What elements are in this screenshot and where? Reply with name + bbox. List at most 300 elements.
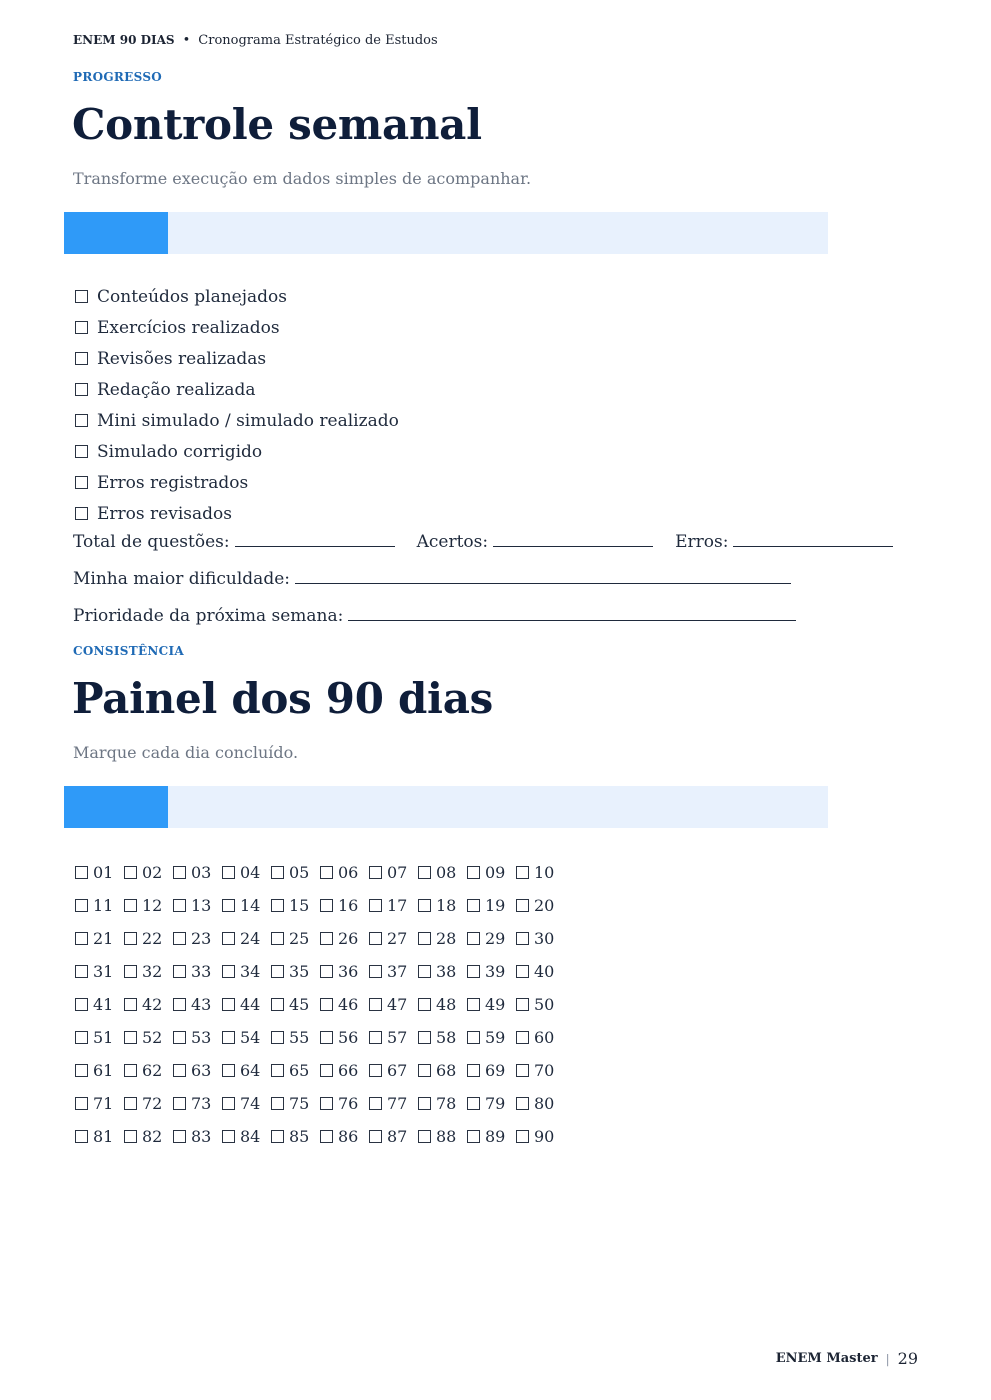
day-checkbox[interactable] xyxy=(516,1130,529,1143)
day-cell[interactable] xyxy=(271,1061,320,1080)
day-number: 79 xyxy=(485,1094,506,1113)
day-checkbox[interactable] xyxy=(222,1031,235,1044)
day-checkbox[interactable] xyxy=(467,1097,480,1110)
day-number: 68 xyxy=(436,1061,457,1080)
day-checkbox[interactable] xyxy=(222,965,235,978)
day-checkbox[interactable] xyxy=(173,1031,186,1044)
day-number: 52 xyxy=(142,1028,163,1047)
difficulty-field-row xyxy=(73,569,791,589)
day-number: 39 xyxy=(485,962,506,981)
day-cell[interactable] xyxy=(467,1094,516,1113)
day-cell[interactable] xyxy=(222,1127,271,1146)
day-cell[interactable] xyxy=(467,1028,516,1047)
day-checkbox[interactable] xyxy=(418,866,431,879)
day-checkbox[interactable] xyxy=(222,998,235,1011)
checklist-item[interactable] xyxy=(75,498,399,529)
day-cell[interactable] xyxy=(222,962,271,981)
day-cell[interactable] xyxy=(516,962,565,981)
day-checkbox[interactable] xyxy=(467,1130,480,1143)
day-cell[interactable] xyxy=(124,1127,173,1146)
day-number: 48 xyxy=(436,995,457,1014)
day-number: 67 xyxy=(387,1061,408,1080)
day-cell[interactable] xyxy=(369,896,418,915)
day-cell[interactable] xyxy=(75,929,124,948)
header-brand: ENEM 90 DIAS xyxy=(73,33,175,47)
section2-progress-bar xyxy=(64,786,828,828)
day-checkbox[interactable] xyxy=(124,1130,137,1143)
day-number: 56 xyxy=(338,1028,359,1047)
day-number: 62 xyxy=(142,1061,163,1080)
day-number: 46 xyxy=(338,995,359,1014)
day-checkbox[interactable] xyxy=(516,899,529,912)
day-number: 05 xyxy=(289,863,310,882)
day-cell[interactable] xyxy=(271,1028,320,1047)
day-cell[interactable] xyxy=(418,1061,467,1080)
day-cell[interactable] xyxy=(173,896,222,915)
day-cell[interactable] xyxy=(173,1094,222,1113)
day-checkbox[interactable] xyxy=(467,965,480,978)
day-checkbox[interactable] xyxy=(173,998,186,1011)
day-checkbox[interactable] xyxy=(467,866,480,879)
day-number: 16 xyxy=(338,896,359,915)
day-checkbox[interactable] xyxy=(75,1097,88,1110)
day-number: 85 xyxy=(289,1127,310,1146)
day-checkbox[interactable] xyxy=(516,1097,529,1110)
checkbox[interactable] xyxy=(75,321,88,334)
day-number: 53 xyxy=(191,1028,212,1047)
day-cell[interactable] xyxy=(222,1061,271,1080)
day-cell[interactable] xyxy=(320,962,369,981)
day-cell[interactable] xyxy=(173,929,222,948)
day-cell[interactable] xyxy=(320,929,369,948)
day-checkbox[interactable] xyxy=(173,1097,186,1110)
day-checkbox[interactable] xyxy=(124,866,137,879)
day-number: 51 xyxy=(93,1028,114,1047)
section2-progress-fill xyxy=(64,786,168,828)
day-cell[interactable] xyxy=(369,995,418,1014)
day-cell[interactable] xyxy=(173,1127,222,1146)
day-cell[interactable] xyxy=(271,863,320,882)
day-checkbox[interactable] xyxy=(75,1031,88,1044)
days-row xyxy=(75,1087,565,1120)
checklist-item[interactable] xyxy=(75,436,399,467)
day-cell[interactable] xyxy=(369,1028,418,1047)
day-cell[interactable] xyxy=(75,962,124,981)
day-number: 66 xyxy=(338,1061,359,1080)
day-checkbox[interactable] xyxy=(222,866,235,879)
difficulty-label: Minha maior dificuldade: xyxy=(73,569,290,589)
day-number: 60 xyxy=(534,1028,555,1047)
day-cell[interactable] xyxy=(124,1028,173,1047)
section1-kicker: PROGRESSO xyxy=(73,70,163,84)
day-checkbox[interactable] xyxy=(222,1130,235,1143)
day-checkbox[interactable] xyxy=(467,1031,480,1044)
day-checkbox[interactable] xyxy=(173,1130,186,1143)
days-grid xyxy=(75,856,565,1153)
acertos-blank[interactable] xyxy=(493,532,653,547)
day-checkbox[interactable] xyxy=(173,965,186,978)
day-checkbox[interactable] xyxy=(124,932,137,945)
day-number: 89 xyxy=(485,1127,506,1146)
day-checkbox[interactable] xyxy=(320,1064,333,1077)
day-checkbox[interactable] xyxy=(320,899,333,912)
day-cell[interactable] xyxy=(75,1028,124,1047)
day-cell[interactable] xyxy=(124,995,173,1014)
day-number: 69 xyxy=(485,1061,506,1080)
day-number: 70 xyxy=(534,1061,555,1080)
day-checkbox[interactable] xyxy=(369,1097,382,1110)
day-cell[interactable] xyxy=(124,929,173,948)
day-number: 59 xyxy=(485,1028,506,1047)
checklist-item[interactable] xyxy=(75,343,399,374)
day-number: 21 xyxy=(93,929,114,948)
day-cell[interactable] xyxy=(418,962,467,981)
day-checkbox[interactable] xyxy=(369,1031,382,1044)
checkbox[interactable] xyxy=(75,352,88,365)
checkbox[interactable] xyxy=(75,383,88,396)
day-checkbox[interactable] xyxy=(222,899,235,912)
day-cell[interactable] xyxy=(467,863,516,882)
day-cell[interactable] xyxy=(271,1127,320,1146)
day-number: 58 xyxy=(436,1028,457,1047)
day-number: 20 xyxy=(534,896,555,915)
day-checkbox[interactable] xyxy=(271,1130,284,1143)
day-checkbox[interactable] xyxy=(271,932,284,945)
days-row xyxy=(75,1021,565,1054)
day-checkbox[interactable] xyxy=(516,998,529,1011)
day-checkbox[interactable] xyxy=(75,899,88,912)
checklist-item-label: Exercícios realizados xyxy=(97,317,280,338)
day-checkbox[interactable] xyxy=(271,965,284,978)
day-checkbox[interactable] xyxy=(418,1097,431,1110)
day-checkbox[interactable] xyxy=(124,1031,137,1044)
questions-fields-row xyxy=(73,532,893,552)
checkbox[interactable] xyxy=(75,445,88,458)
day-cell[interactable] xyxy=(418,929,467,948)
day-cell[interactable] xyxy=(271,962,320,981)
day-number: 64 xyxy=(240,1061,261,1080)
day-number: 47 xyxy=(387,995,408,1014)
day-checkbox[interactable] xyxy=(369,998,382,1011)
day-cell[interactable] xyxy=(467,1127,516,1146)
day-number: 74 xyxy=(240,1094,261,1113)
day-checkbox[interactable] xyxy=(418,932,431,945)
day-cell[interactable] xyxy=(320,1028,369,1047)
day-cell[interactable] xyxy=(467,962,516,981)
day-number: 78 xyxy=(436,1094,457,1113)
day-number: 06 xyxy=(338,863,359,882)
day-checkbox[interactable] xyxy=(75,932,88,945)
day-cell[interactable] xyxy=(75,863,124,882)
erros-blank[interactable] xyxy=(733,532,893,547)
day-number: 61 xyxy=(93,1061,114,1080)
day-checkbox[interactable] xyxy=(320,965,333,978)
day-checkbox[interactable] xyxy=(320,1031,333,1044)
page-number: 29 xyxy=(897,1349,918,1368)
day-cell[interactable] xyxy=(516,995,565,1014)
day-cell[interactable] xyxy=(271,929,320,948)
day-cell[interactable] xyxy=(124,1061,173,1080)
day-number: 75 xyxy=(289,1094,310,1113)
day-cell[interactable] xyxy=(75,995,124,1014)
day-cell[interactable] xyxy=(124,863,173,882)
day-cell[interactable] xyxy=(418,995,467,1014)
day-checkbox[interactable] xyxy=(75,965,88,978)
days-row xyxy=(75,1120,565,1153)
day-checkbox[interactable] xyxy=(418,1031,431,1044)
day-checkbox[interactable] xyxy=(320,998,333,1011)
day-cell[interactable] xyxy=(124,896,173,915)
day-checkbox[interactable] xyxy=(271,1097,284,1110)
day-cell[interactable] xyxy=(320,1127,369,1146)
day-cell[interactable] xyxy=(271,1094,320,1113)
day-checkbox[interactable] xyxy=(271,866,284,879)
day-checkbox[interactable] xyxy=(173,866,186,879)
day-cell[interactable] xyxy=(222,1094,271,1113)
header-subtitle: Cronograma Estratégico de Estudos xyxy=(198,33,438,48)
day-checkbox[interactable] xyxy=(320,1097,333,1110)
checklist-item[interactable] xyxy=(75,405,399,436)
day-checkbox[interactable] xyxy=(173,1064,186,1077)
day-cell[interactable] xyxy=(320,995,369,1014)
day-checkbox[interactable] xyxy=(467,899,480,912)
day-checkbox[interactable] xyxy=(369,1064,382,1077)
day-cell[interactable] xyxy=(173,1028,222,1047)
day-checkbox[interactable] xyxy=(75,866,88,879)
day-cell[interactable] xyxy=(75,896,124,915)
day-checkbox[interactable] xyxy=(467,1064,480,1077)
day-cell[interactable] xyxy=(320,863,369,882)
day-checkbox[interactable] xyxy=(222,932,235,945)
checklist-item-label: Mini simulado / simulado realizado xyxy=(97,410,399,431)
section1-subtitle: Transforme execução em dados simples de acompanhar. xyxy=(73,169,532,188)
day-checkbox[interactable] xyxy=(271,1064,284,1077)
day-cell[interactable] xyxy=(173,995,222,1014)
day-number: 73 xyxy=(191,1094,212,1113)
day-checkbox[interactable] xyxy=(418,998,431,1011)
day-checkbox[interactable] xyxy=(418,1130,431,1143)
day-number: 88 xyxy=(436,1127,457,1146)
day-number: 80 xyxy=(534,1094,555,1113)
day-checkbox[interactable] xyxy=(467,998,480,1011)
day-checkbox[interactable] xyxy=(369,1130,382,1143)
day-number: 77 xyxy=(387,1094,408,1113)
day-cell[interactable] xyxy=(75,1094,124,1113)
day-checkbox[interactable] xyxy=(173,932,186,945)
day-cell[interactable] xyxy=(124,1094,173,1113)
day-cell[interactable] xyxy=(369,929,418,948)
checklist-item-label: Conteúdos planejados xyxy=(97,286,287,307)
checklist-item-label: Revisões realizadas xyxy=(97,348,267,369)
day-number: 40 xyxy=(534,962,555,981)
day-cell[interactable] xyxy=(516,1127,565,1146)
erros-label: Erros: xyxy=(675,532,729,552)
checklist-item-label: Erros revisados xyxy=(97,503,232,524)
day-checkbox[interactable] xyxy=(418,1064,431,1077)
total-questions-blank[interactable] xyxy=(235,532,395,547)
day-cell[interactable] xyxy=(173,863,222,882)
checklist-item[interactable] xyxy=(75,281,399,312)
day-checkbox[interactable] xyxy=(320,866,333,879)
day-cell[interactable] xyxy=(467,1061,516,1080)
day-cell[interactable] xyxy=(516,929,565,948)
day-cell[interactable] xyxy=(418,1028,467,1047)
day-number: 18 xyxy=(436,896,457,915)
day-checkbox[interactable] xyxy=(271,1031,284,1044)
day-cell[interactable] xyxy=(516,896,565,915)
day-number: 15 xyxy=(289,896,310,915)
day-number: 41 xyxy=(93,995,114,1014)
section2-subtitle: Marque cada dia concluído. xyxy=(73,743,299,762)
day-checkbox[interactable] xyxy=(516,932,529,945)
day-number: 27 xyxy=(387,929,408,948)
day-checkbox[interactable] xyxy=(124,899,137,912)
checkbox[interactable] xyxy=(75,476,88,489)
day-cell[interactable] xyxy=(320,896,369,915)
checklist-item-label: Redação realizada xyxy=(97,379,256,400)
section2-title: Painel dos 90 dias xyxy=(72,674,493,723)
day-cell[interactable] xyxy=(222,995,271,1014)
day-number: 63 xyxy=(191,1061,212,1080)
day-number: 43 xyxy=(191,995,212,1014)
day-cell[interactable] xyxy=(418,896,467,915)
day-cell[interactable] xyxy=(173,1061,222,1080)
day-cell[interactable] xyxy=(369,1127,418,1146)
day-number: 82 xyxy=(142,1127,163,1146)
day-number: 03 xyxy=(191,863,212,882)
day-number: 19 xyxy=(485,896,506,915)
day-checkbox[interactable] xyxy=(369,932,382,945)
day-cell[interactable] xyxy=(271,995,320,1014)
day-checkbox[interactable] xyxy=(467,932,480,945)
day-checkbox[interactable] xyxy=(75,1130,88,1143)
day-checkbox[interactable] xyxy=(124,965,137,978)
running-header xyxy=(73,33,438,48)
day-checkbox[interactable] xyxy=(418,899,431,912)
day-cell[interactable] xyxy=(418,863,467,882)
day-number: 45 xyxy=(289,995,310,1014)
checkbox[interactable] xyxy=(75,290,88,303)
section1-progress-bar xyxy=(64,212,828,254)
day-number: 24 xyxy=(240,929,261,948)
day-cell[interactable] xyxy=(516,1028,565,1047)
day-checkbox[interactable] xyxy=(271,899,284,912)
day-number: 65 xyxy=(289,1061,310,1080)
day-checkbox[interactable] xyxy=(75,998,88,1011)
day-number: 72 xyxy=(142,1094,163,1113)
day-cell[interactable] xyxy=(369,1094,418,1113)
day-cell[interactable] xyxy=(467,995,516,1014)
footer-separator: | xyxy=(885,1351,890,1366)
day-cell[interactable] xyxy=(75,1061,124,1080)
days-row xyxy=(75,1054,565,1087)
day-cell[interactable] xyxy=(467,929,516,948)
day-checkbox[interactable] xyxy=(516,866,529,879)
day-number: 55 xyxy=(289,1028,310,1047)
day-number: 71 xyxy=(93,1094,114,1113)
day-checkbox[interactable] xyxy=(418,965,431,978)
days-row xyxy=(75,889,565,922)
day-checkbox[interactable] xyxy=(75,1064,88,1077)
days-row xyxy=(75,955,565,988)
priority-blank[interactable] xyxy=(348,606,796,621)
day-number: 32 xyxy=(142,962,163,981)
day-number: 04 xyxy=(240,863,261,882)
day-number: 09 xyxy=(485,863,506,882)
day-number: 49 xyxy=(485,995,506,1014)
day-cell[interactable] xyxy=(467,896,516,915)
day-checkbox[interactable] xyxy=(320,932,333,945)
day-cell[interactable] xyxy=(75,1127,124,1146)
day-cell[interactable] xyxy=(222,896,271,915)
day-checkbox[interactable] xyxy=(516,965,529,978)
day-cell[interactable] xyxy=(222,863,271,882)
checklist-item[interactable] xyxy=(75,374,399,405)
day-cell[interactable] xyxy=(222,1028,271,1047)
day-number: 86 xyxy=(338,1127,359,1146)
day-cell[interactable] xyxy=(516,1094,565,1113)
day-cell[interactable] xyxy=(516,1061,565,1080)
day-cell[interactable] xyxy=(369,1061,418,1080)
checkbox[interactable] xyxy=(75,507,88,520)
day-checkbox[interactable] xyxy=(124,1097,137,1110)
day-checkbox[interactable] xyxy=(222,1097,235,1110)
day-cell[interactable] xyxy=(418,1094,467,1113)
days-row xyxy=(75,922,565,955)
day-checkbox[interactable] xyxy=(516,1064,529,1077)
checklist-item[interactable] xyxy=(75,312,399,343)
day-number: 30 xyxy=(534,929,555,948)
day-cell[interactable] xyxy=(124,962,173,981)
section1-progress-fill xyxy=(64,212,168,254)
day-cell[interactable] xyxy=(369,962,418,981)
day-number: 26 xyxy=(338,929,359,948)
day-cell[interactable] xyxy=(320,1061,369,1080)
day-cell[interactable] xyxy=(516,863,565,882)
day-checkbox[interactable] xyxy=(369,866,382,879)
day-checkbox[interactable] xyxy=(124,1064,137,1077)
header-separator: • xyxy=(182,33,191,48)
priority-label: Prioridade da próxima semana: xyxy=(73,606,344,626)
day-number: 36 xyxy=(338,962,359,981)
checkbox[interactable] xyxy=(75,414,88,427)
day-number: 14 xyxy=(240,896,261,915)
day-number: 08 xyxy=(436,863,457,882)
day-checkbox[interactable] xyxy=(222,1064,235,1077)
day-checkbox[interactable] xyxy=(173,899,186,912)
day-cell[interactable] xyxy=(320,1094,369,1113)
day-number: 44 xyxy=(240,995,261,1014)
day-number: 35 xyxy=(289,962,310,981)
day-checkbox[interactable] xyxy=(369,965,382,978)
checklist-item[interactable] xyxy=(75,467,399,498)
day-cell[interactable] xyxy=(173,962,222,981)
day-number: 28 xyxy=(436,929,457,948)
day-checkbox[interactable] xyxy=(124,998,137,1011)
day-number: 02 xyxy=(142,863,163,882)
day-checkbox[interactable] xyxy=(369,899,382,912)
day-number: 34 xyxy=(240,962,261,981)
day-cell[interactable] xyxy=(369,863,418,882)
day-number: 01 xyxy=(93,863,114,882)
day-checkbox[interactable] xyxy=(320,1130,333,1143)
day-checkbox[interactable] xyxy=(516,1031,529,1044)
day-cell[interactable] xyxy=(222,929,271,948)
day-cell[interactable] xyxy=(418,1127,467,1146)
difficulty-blank[interactable] xyxy=(295,569,791,584)
day-cell[interactable] xyxy=(271,896,320,915)
day-checkbox[interactable] xyxy=(271,998,284,1011)
